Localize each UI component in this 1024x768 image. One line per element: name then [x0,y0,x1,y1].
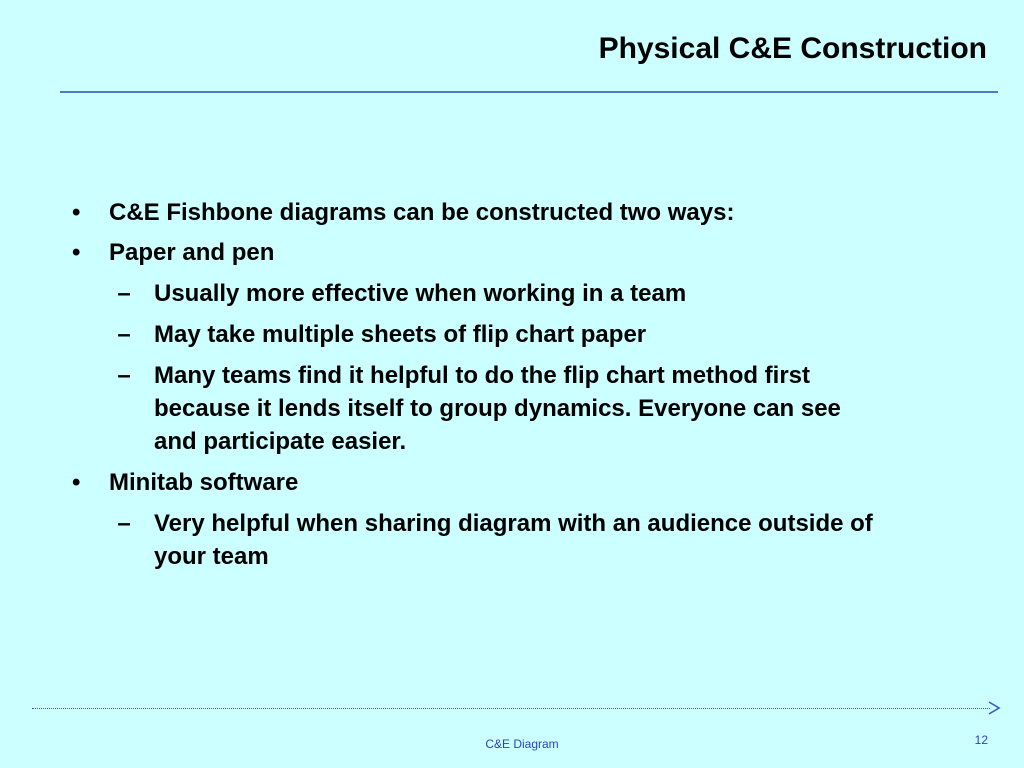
footer-divider [32,708,990,709]
bullet-item [72,236,892,458]
bullet-item [72,196,892,229]
sub-item [109,277,874,310]
sub-list [109,277,892,458]
sub-item [109,507,874,573]
bullet-marker: • [72,469,81,496]
bullet-text: C&E Fishbone diagrams can be constructed two ways: [109,199,735,226]
sub-list [109,507,892,573]
sub-item [109,359,874,458]
sub-text: Many teams find it helpful to do the flip chart method first because it lends itself to group dynamics. Everyone can see and participate easier. [154,362,841,455]
sub-marker: – [117,280,131,307]
bullet-marker: • [72,199,81,226]
bullet-marker: • [72,239,81,266]
title-divider [60,91,998,93]
footer-title: C&E Diagram [485,737,559,751]
sub-item [109,318,874,351]
bullet-text: Minitab software [109,469,299,496]
sub-marker: – [117,510,131,537]
slide-content [72,196,892,581]
sub-marker: – [117,362,131,389]
slide-title: Physical C&E Construction [598,32,987,65]
sub-text: Usually more effective when working in a team [154,280,687,307]
bullet-item [72,466,892,573]
bullet-text: Paper and pen [109,239,275,266]
sub-marker: – [117,321,131,348]
arrow-right-icon [987,700,1001,716]
sub-text: Very helpful when sharing diagram with an audience outside of your team [154,510,873,570]
sub-text: May take multiple sheets of flip chart paper [154,321,647,348]
page-number: 12 [974,733,988,747]
